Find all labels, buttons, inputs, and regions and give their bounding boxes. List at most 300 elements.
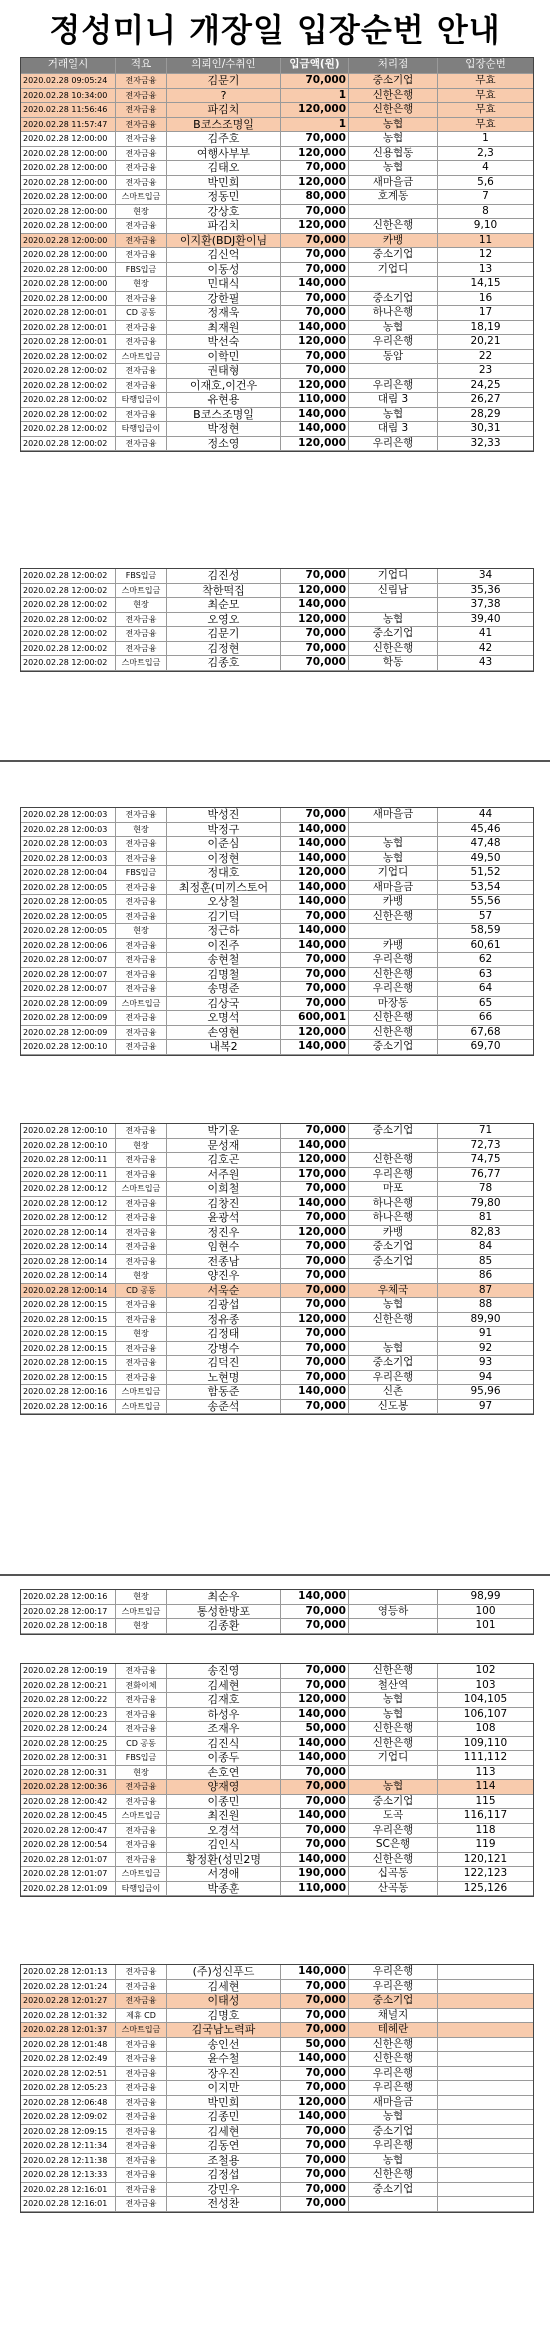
branch-cell: 기업디 bbox=[349, 569, 438, 583]
order-cell: 93 bbox=[478, 1356, 493, 1368]
datetime-cell: 2020.02.28 12:00:12 bbox=[21, 1197, 116, 1211]
amount-cell: 70,000 bbox=[281, 292, 349, 306]
order-cell: 88 bbox=[478, 1298, 493, 1310]
name-cell: 내복2 bbox=[167, 1040, 281, 1054]
memo-cell: 전자금융 bbox=[116, 1780, 167, 1794]
memo-cell: 전자금융 bbox=[116, 1255, 167, 1269]
order-cell bbox=[438, 2096, 533, 2110]
table-row bbox=[21, 219, 533, 234]
table-row bbox=[21, 437, 533, 452]
amount-cell: 70,000 bbox=[281, 1980, 349, 1994]
memo-cell: 전자금융 bbox=[116, 1226, 167, 1240]
datetime-cell: 2020.02.28 12:00:00 bbox=[21, 176, 116, 190]
branch-cell: 새마을금 bbox=[349, 176, 438, 190]
memo-cell: 전자금융 bbox=[116, 1026, 167, 1040]
order-cell bbox=[438, 2067, 533, 2081]
amount-cell: 140,000 bbox=[281, 1965, 349, 1979]
branch-cell: 카뱅 bbox=[349, 939, 438, 953]
amount-cell: 170,000 bbox=[281, 1168, 349, 1182]
memo-cell: 현장 bbox=[116, 924, 167, 938]
table-row bbox=[21, 1313, 533, 1328]
amount-cell: 70,000 bbox=[281, 364, 349, 378]
amount-cell: 140,000 bbox=[281, 1040, 349, 1054]
table-row bbox=[21, 248, 533, 263]
amount-cell: 70,000 bbox=[281, 1400, 349, 1414]
table-row bbox=[21, 1182, 533, 1197]
name-cell: 문성재 bbox=[167, 1139, 281, 1153]
table-row bbox=[21, 2168, 533, 2183]
table-row bbox=[21, 277, 533, 292]
datetime-cell: 2020.02.28 12:00:02 bbox=[21, 408, 116, 422]
branch-cell: 우리은행 bbox=[349, 953, 438, 967]
branch-cell: 신한은행 bbox=[349, 968, 438, 982]
datetime-cell: 2020.02.28 12:06:48 bbox=[21, 2096, 116, 2110]
column-header: 입장순번 bbox=[465, 58, 506, 70]
table-row bbox=[21, 263, 533, 278]
table-row bbox=[21, 1867, 533, 1882]
memo-cell: 전자금융 bbox=[116, 968, 167, 982]
table-row bbox=[21, 1284, 533, 1299]
order-cell: 72,73 bbox=[470, 1138, 501, 1151]
memo-cell: 전자금융 bbox=[116, 2067, 167, 2081]
memo-cell: 전자금융 bbox=[116, 1313, 167, 1327]
name-cell: 송준석 bbox=[167, 1400, 281, 1414]
name-cell: 양재영 bbox=[167, 1780, 281, 1794]
name-cell: 유현용 bbox=[167, 393, 281, 407]
datetime-cell: 2020.02.28 12:00:02 bbox=[21, 393, 116, 407]
section-divider bbox=[0, 1574, 550, 1576]
name-cell: 김문기 bbox=[167, 74, 281, 88]
amount-cell: 70,000 bbox=[281, 1619, 349, 1633]
order-cell bbox=[438, 2110, 533, 2124]
order-cell: 45,46 bbox=[470, 822, 501, 835]
memo-cell: 현장 bbox=[116, 1619, 167, 1633]
branch-cell: 농협 bbox=[349, 1693, 438, 1707]
table-row bbox=[21, 2139, 533, 2154]
datetime-cell: 2020.02.28 12:00:06 bbox=[21, 939, 116, 953]
name-cell: 파김치 bbox=[167, 103, 281, 117]
memo-cell: 전자금융 bbox=[116, 2110, 167, 2124]
table-row bbox=[21, 1965, 533, 1980]
amount-cell: 70,000 bbox=[281, 997, 349, 1011]
table-row bbox=[21, 1780, 533, 1795]
amount-cell: 70,000 bbox=[281, 982, 349, 996]
order-cell: 4 bbox=[482, 161, 489, 173]
memo-cell: 전자금융 bbox=[116, 837, 167, 851]
amount-cell: 70,000 bbox=[281, 1211, 349, 1225]
name-cell: 김주호 bbox=[167, 132, 281, 146]
memo-cell: CD 공동 bbox=[116, 1284, 167, 1298]
datetime-cell: 2020.02.28 12:00:02 bbox=[21, 379, 116, 393]
order-cell: 2,3 bbox=[477, 146, 494, 159]
datetime-cell: 2020.02.28 12:00:12 bbox=[21, 1211, 116, 1225]
amount-cell: 50,000 bbox=[281, 2038, 349, 2052]
datetime-cell: 2020.02.28 12:01:37 bbox=[21, 2023, 116, 2037]
datetime-cell: 2020.02.28 12:00:31 bbox=[21, 1766, 116, 1780]
table-row bbox=[21, 161, 533, 176]
table-row bbox=[21, 808, 533, 823]
name-cell: 윤광석 bbox=[167, 1211, 281, 1225]
memo-cell: 전자금융 bbox=[116, 881, 167, 895]
branch-cell: 농협 bbox=[349, 613, 438, 627]
branch-cell: 우리은행 bbox=[349, 1168, 438, 1182]
memo-cell: 현장 bbox=[116, 1327, 167, 1341]
order-cell bbox=[438, 2183, 533, 2197]
table-row bbox=[21, 2154, 533, 2169]
name-cell: 송인선 bbox=[167, 2038, 281, 2052]
datetime-cell: 2020.02.28 12:00:09 bbox=[21, 1011, 116, 1025]
memo-cell: 전자금융 bbox=[116, 1980, 167, 1994]
amount-cell: 140,000 bbox=[281, 1737, 349, 1751]
name-cell: 함동준 bbox=[167, 1385, 281, 1399]
name-cell: B코스조명일 bbox=[167, 118, 281, 132]
order-cell: 62 bbox=[478, 953, 493, 965]
memo-cell: 전자금융 bbox=[116, 2125, 167, 2139]
branch-cell: 농협 bbox=[349, 1780, 438, 1794]
name-cell: 노현명 bbox=[167, 1371, 281, 1385]
branch-cell: 중소기업 bbox=[349, 627, 438, 641]
amount-cell: 120,000 bbox=[281, 335, 349, 349]
memo-cell: 전자금융 bbox=[116, 1838, 167, 1852]
branch-cell bbox=[349, 2197, 438, 2211]
table-row bbox=[21, 2067, 533, 2082]
name-cell: 박선숙 bbox=[167, 335, 281, 349]
branch-cell: 대림 3 bbox=[349, 422, 438, 436]
datetime-cell: 2020.02.28 12:02:49 bbox=[21, 2052, 116, 2066]
table-row bbox=[21, 1269, 533, 1284]
memo-cell: 전자금융 bbox=[116, 437, 167, 451]
amount-cell: 70,000 bbox=[281, 642, 349, 656]
branch-cell: 동암 bbox=[349, 350, 438, 364]
branch-cell: 철산역 bbox=[349, 1679, 438, 1693]
name-cell: 서욱순 bbox=[167, 1284, 281, 1298]
amount-cell: 70,000 bbox=[281, 1371, 349, 1385]
order-cell: 111,112 bbox=[463, 1751, 508, 1763]
amount-cell: 120,000 bbox=[281, 584, 349, 598]
name-cell: 정유종 bbox=[167, 1313, 281, 1327]
datetime-cell: 2020.02.28 12:00:16 bbox=[21, 1590, 116, 1604]
table-row bbox=[21, 1838, 533, 1853]
branch-cell: 신한은행 bbox=[349, 1011, 438, 1025]
table-row bbox=[21, 89, 533, 104]
amount-cell: 120,000 bbox=[281, 1153, 349, 1167]
table-row bbox=[21, 205, 533, 220]
order-cell: 86 bbox=[478, 1269, 493, 1281]
branch-cell: 카뱅 bbox=[349, 1226, 438, 1240]
memo-cell: 전자금융 bbox=[116, 1853, 167, 1867]
amount-cell: 70,000 bbox=[281, 1664, 349, 1678]
branch-cell: 중소기업 bbox=[349, 292, 438, 306]
branch-cell: 새마을금 bbox=[349, 2096, 438, 2110]
datetime-cell: 2020.02.28 10:34:00 bbox=[21, 89, 116, 103]
table-section bbox=[20, 1589, 534, 1635]
table-row bbox=[21, 1298, 533, 1313]
branch-cell: 학동 bbox=[349, 656, 438, 670]
branch-cell: 중소기업 bbox=[349, 1356, 438, 1370]
order-cell: 58,59 bbox=[470, 924, 501, 936]
branch-cell: 기업디 bbox=[349, 263, 438, 277]
branch-cell: 중소기업 bbox=[349, 248, 438, 262]
order-cell: 81 bbox=[478, 1211, 493, 1223]
table-row bbox=[21, 823, 533, 838]
branch-cell: 새마을금 bbox=[349, 808, 438, 822]
name-cell: 권태형 bbox=[167, 364, 281, 378]
table-row bbox=[21, 598, 533, 613]
memo-cell: 전자금융 bbox=[116, 132, 167, 146]
memo-cell: 전자금융 bbox=[116, 161, 167, 175]
order-cell: 무효 bbox=[475, 117, 496, 130]
branch-cell: 신림남 bbox=[349, 584, 438, 598]
branch-cell: 우체국 bbox=[349, 1284, 438, 1298]
table-row bbox=[21, 1795, 533, 1810]
memo-cell: 전자금융 bbox=[116, 1708, 167, 1722]
datetime-cell: 2020.02.28 12:00:11 bbox=[21, 1153, 116, 1167]
branch-cell: 중소기업 bbox=[349, 1124, 438, 1138]
name-cell: 황정환(성민2명 bbox=[167, 1853, 281, 1867]
order-cell: 20,21 bbox=[470, 335, 501, 347]
datetime-cell: 2020.02.28 12:00:02 bbox=[21, 437, 116, 451]
table-row bbox=[21, 1679, 533, 1694]
datetime-cell: 2020.02.28 12:00:02 bbox=[21, 627, 116, 641]
amount-cell: 70,000 bbox=[281, 1605, 349, 1619]
name-cell: 손호연 bbox=[167, 1766, 281, 1780]
column-header: 처리점 bbox=[349, 58, 438, 73]
datetime-cell: 2020.02.28 12:00:10 bbox=[21, 1139, 116, 1153]
memo-cell: 스마트입금 bbox=[116, 584, 167, 598]
datetime-cell: 2020.02.28 12:00:15 bbox=[21, 1313, 116, 1327]
order-cell: 28,29 bbox=[470, 407, 501, 420]
datetime-cell: 2020.02.28 12:01:09 bbox=[21, 1882, 116, 1896]
name-cell: 박기운 bbox=[167, 1124, 281, 1138]
datetime-cell: 2020.02.28 12:16:01 bbox=[21, 2197, 116, 2211]
order-cell: 60,61 bbox=[470, 938, 501, 951]
name-cell: 오명석 bbox=[167, 1011, 281, 1025]
name-cell: 김인식 bbox=[167, 1838, 281, 1852]
amount-cell: 140,000 bbox=[281, 852, 349, 866]
order-cell: 8 bbox=[482, 204, 489, 217]
table-row bbox=[21, 306, 533, 321]
table-row bbox=[21, 1153, 533, 1168]
datetime-cell: 2020.02.28 12:16:01 bbox=[21, 2183, 116, 2197]
datetime-cell: 2020.02.28 12:00:24 bbox=[21, 1722, 116, 1736]
datetime-cell: 2020.02.28 12:00:02 bbox=[21, 422, 116, 436]
order-cell: 13 bbox=[478, 262, 493, 275]
datetime-cell: 2020.02.28 12:00:01 bbox=[21, 335, 116, 349]
table-row bbox=[21, 292, 533, 307]
amount-cell: 140,000 bbox=[281, 2052, 349, 2066]
table-section bbox=[20, 568, 534, 672]
branch-cell bbox=[349, 1327, 438, 1341]
branch-cell: 영등하 bbox=[349, 1605, 438, 1619]
order-cell: 122,123 bbox=[463, 1867, 508, 1879]
datetime-cell: 2020.02.28 12:00:09 bbox=[21, 997, 116, 1011]
datetime-cell: 2020.02.28 12:00:15 bbox=[21, 1356, 116, 1370]
name-cell: 정근하 bbox=[167, 924, 281, 938]
table-row bbox=[21, 1385, 533, 1400]
order-cell: 23 bbox=[478, 364, 493, 376]
memo-cell: 전자금융 bbox=[116, 2081, 167, 2095]
order-cell: 37,38 bbox=[470, 598, 501, 610]
datetime-cell: 2020.02.28 12:00:01 bbox=[21, 306, 116, 320]
table-row bbox=[21, 2081, 533, 2096]
datetime-cell: 2020.02.28 12:00:14 bbox=[21, 1284, 116, 1298]
name-cell: 김세현 bbox=[167, 1679, 281, 1693]
name-cell: 김기덕 bbox=[167, 910, 281, 924]
memo-cell: 제휴 CD bbox=[116, 2009, 167, 2023]
branch-cell: 신한은행 bbox=[349, 219, 438, 233]
memo-cell: 전자금융 bbox=[116, 1197, 167, 1211]
name-cell: 김종환 bbox=[167, 1619, 281, 1633]
table-row bbox=[21, 584, 533, 599]
name-cell: 김창진 bbox=[167, 1197, 281, 1211]
branch-cell: 농협 bbox=[349, 2154, 438, 2168]
order-cell: 82,83 bbox=[470, 1225, 501, 1238]
branch-cell: 우리은행 bbox=[349, 1965, 438, 1979]
table-row bbox=[21, 2183, 533, 2198]
table-row bbox=[21, 1824, 533, 1839]
datetime-cell: 2020.02.28 12:00:10 bbox=[21, 1040, 116, 1054]
branch-cell bbox=[349, 1139, 438, 1153]
name-cell: 하성우 bbox=[167, 1708, 281, 1722]
datetime-cell: 2020.02.28 12:00:00 bbox=[21, 205, 116, 219]
branch-cell bbox=[349, 1619, 438, 1633]
table-row bbox=[21, 2009, 533, 2024]
amount-cell: 190,000 bbox=[281, 1867, 349, 1881]
datetime-cell: 2020.02.28 12:00:00 bbox=[21, 263, 116, 277]
name-cell: 정동민 bbox=[167, 190, 281, 204]
name-cell: 정대호 bbox=[167, 866, 281, 880]
table-row bbox=[21, 866, 533, 881]
datetime-cell: 2020.02.28 12:00:00 bbox=[21, 219, 116, 233]
branch-cell: 신도봉 bbox=[349, 1400, 438, 1414]
table-row bbox=[21, 176, 533, 191]
branch-cell: 중소기업 bbox=[349, 74, 438, 88]
memo-cell: 전자금융 bbox=[116, 2052, 167, 2066]
amount-cell: 120,000 bbox=[281, 1026, 349, 1040]
branch-cell: 대림 3 bbox=[349, 393, 438, 407]
order-cell: 125,126 bbox=[463, 1881, 508, 1894]
amount-cell: 140,000 bbox=[281, 939, 349, 953]
order-cell: 무효 bbox=[475, 88, 496, 101]
amount-cell: 140,000 bbox=[281, 321, 349, 335]
name-cell: 김정현 bbox=[167, 642, 281, 656]
amount-cell: 70,000 bbox=[281, 1124, 349, 1138]
datetime-cell: 2020.02.28 12:00:00 bbox=[21, 190, 116, 204]
memo-cell: 전화이체 bbox=[116, 1679, 167, 1693]
memo-cell: 전자금융 bbox=[116, 808, 167, 822]
datetime-cell: 2020.02.28 12:00:02 bbox=[21, 613, 116, 627]
amount-cell: 70,000 bbox=[281, 808, 349, 822]
order-cell: 95,96 bbox=[470, 1385, 501, 1397]
name-cell: 오영오 bbox=[167, 613, 281, 627]
name-cell: 이지만 bbox=[167, 2081, 281, 2095]
datetime-cell: 2020.02.28 12:00:36 bbox=[21, 1780, 116, 1794]
order-cell: 5,6 bbox=[477, 175, 494, 188]
amount-cell: 120,000 bbox=[281, 437, 349, 451]
amount-cell: 120,000 bbox=[281, 176, 349, 190]
table-row bbox=[21, 642, 533, 657]
memo-cell: 전자금융 bbox=[116, 1965, 167, 1979]
name-cell: 정소영 bbox=[167, 437, 281, 451]
branch-cell: 중소기업 bbox=[349, 1994, 438, 2008]
datetime-cell: 2020.02.28 12:00:15 bbox=[21, 1327, 116, 1341]
datetime-cell: 2020.02.28 12:00:09 bbox=[21, 1026, 116, 1040]
datetime-cell: 2020.02.28 12:00:23 bbox=[21, 1708, 116, 1722]
datetime-cell: 2020.02.28 12:00:01 bbox=[21, 321, 116, 335]
amount-cell: 120,000 bbox=[281, 147, 349, 161]
datetime-cell: 2020.02.28 12:00:03 bbox=[21, 852, 116, 866]
name-cell: 여행사부부 bbox=[167, 147, 281, 161]
amount-cell: 70,000 bbox=[281, 1824, 349, 1838]
memo-cell: 현장 bbox=[116, 1590, 167, 1604]
datetime-cell: 2020.02.28 12:00:18 bbox=[21, 1619, 116, 1633]
datetime-cell: 2020.02.28 12:00:02 bbox=[21, 584, 116, 598]
table-row bbox=[21, 103, 533, 118]
order-cell: 108 bbox=[475, 1722, 496, 1734]
order-cell: 91 bbox=[478, 1327, 493, 1339]
branch-cell: 농협 bbox=[349, 321, 438, 335]
order-cell: 64 bbox=[478, 982, 493, 994]
memo-cell: CD 공동 bbox=[116, 1737, 167, 1751]
datetime-cell: 2020.02.28 12:00:00 bbox=[21, 292, 116, 306]
table-row bbox=[21, 2023, 533, 2038]
table-row bbox=[21, 190, 533, 205]
datetime-cell: 2020.02.28 12:00:03 bbox=[21, 808, 116, 822]
order-cell bbox=[438, 2125, 533, 2139]
name-cell: 박종훈 bbox=[167, 1882, 281, 1896]
branch-cell: 신한은행 bbox=[349, 1853, 438, 1867]
amount-cell: 70,000 bbox=[281, 1780, 349, 1794]
memo-cell: 현장 bbox=[116, 205, 167, 219]
branch-cell: 농협 bbox=[349, 852, 438, 866]
memo-cell: 전자금융 bbox=[116, 910, 167, 924]
table-row bbox=[21, 1226, 533, 1241]
name-cell: 김명호 bbox=[167, 2009, 281, 2023]
amount-cell: 70,000 bbox=[281, 968, 349, 982]
table-row bbox=[21, 408, 533, 423]
datetime-cell: 2020.02.28 12:00:02 bbox=[21, 569, 116, 583]
branch-cell bbox=[349, 598, 438, 612]
branch-cell bbox=[349, 205, 438, 219]
amount-cell: 140,000 bbox=[281, 881, 349, 895]
datetime-cell: 2020.02.28 12:01:27 bbox=[21, 1994, 116, 2008]
branch-cell: 우리은행 bbox=[349, 379, 438, 393]
amount-cell: 140,000 bbox=[281, 277, 349, 291]
table-section bbox=[20, 807, 534, 1056]
name-cell: 김진성 bbox=[167, 569, 281, 583]
order-cell: 57 bbox=[478, 909, 493, 922]
datetime-cell: 2020.02.28 12:11:34 bbox=[21, 2139, 116, 2153]
amount-cell: 70,000 bbox=[281, 2067, 349, 2081]
order-cell: 118 bbox=[475, 1823, 496, 1836]
memo-cell: 전자금융 bbox=[116, 74, 167, 88]
name-cell: (주)성신푸드 bbox=[167, 1965, 281, 1979]
order-cell: 89,90 bbox=[470, 1312, 501, 1325]
branch-cell: 신한은행 bbox=[349, 1664, 438, 1678]
order-cell bbox=[438, 2052, 533, 2066]
name-cell: 최순우 bbox=[167, 1590, 281, 1604]
datetime-cell: 2020.02.28 12:01:48 bbox=[21, 2038, 116, 2052]
table-row bbox=[21, 939, 533, 954]
branch-cell: 신한은행 bbox=[349, 103, 438, 117]
name-cell: 최순모 bbox=[167, 598, 281, 612]
datetime-cell: 2020.02.28 12:00:21 bbox=[21, 1679, 116, 1693]
branch-cell: 농협 bbox=[349, 1298, 438, 1312]
order-cell: 22 bbox=[478, 349, 493, 362]
order-cell: 103 bbox=[475, 1678, 496, 1691]
name-cell: 최정훈(미끼스토어 bbox=[167, 881, 281, 895]
memo-cell: 스마트입금 bbox=[116, 1605, 167, 1619]
